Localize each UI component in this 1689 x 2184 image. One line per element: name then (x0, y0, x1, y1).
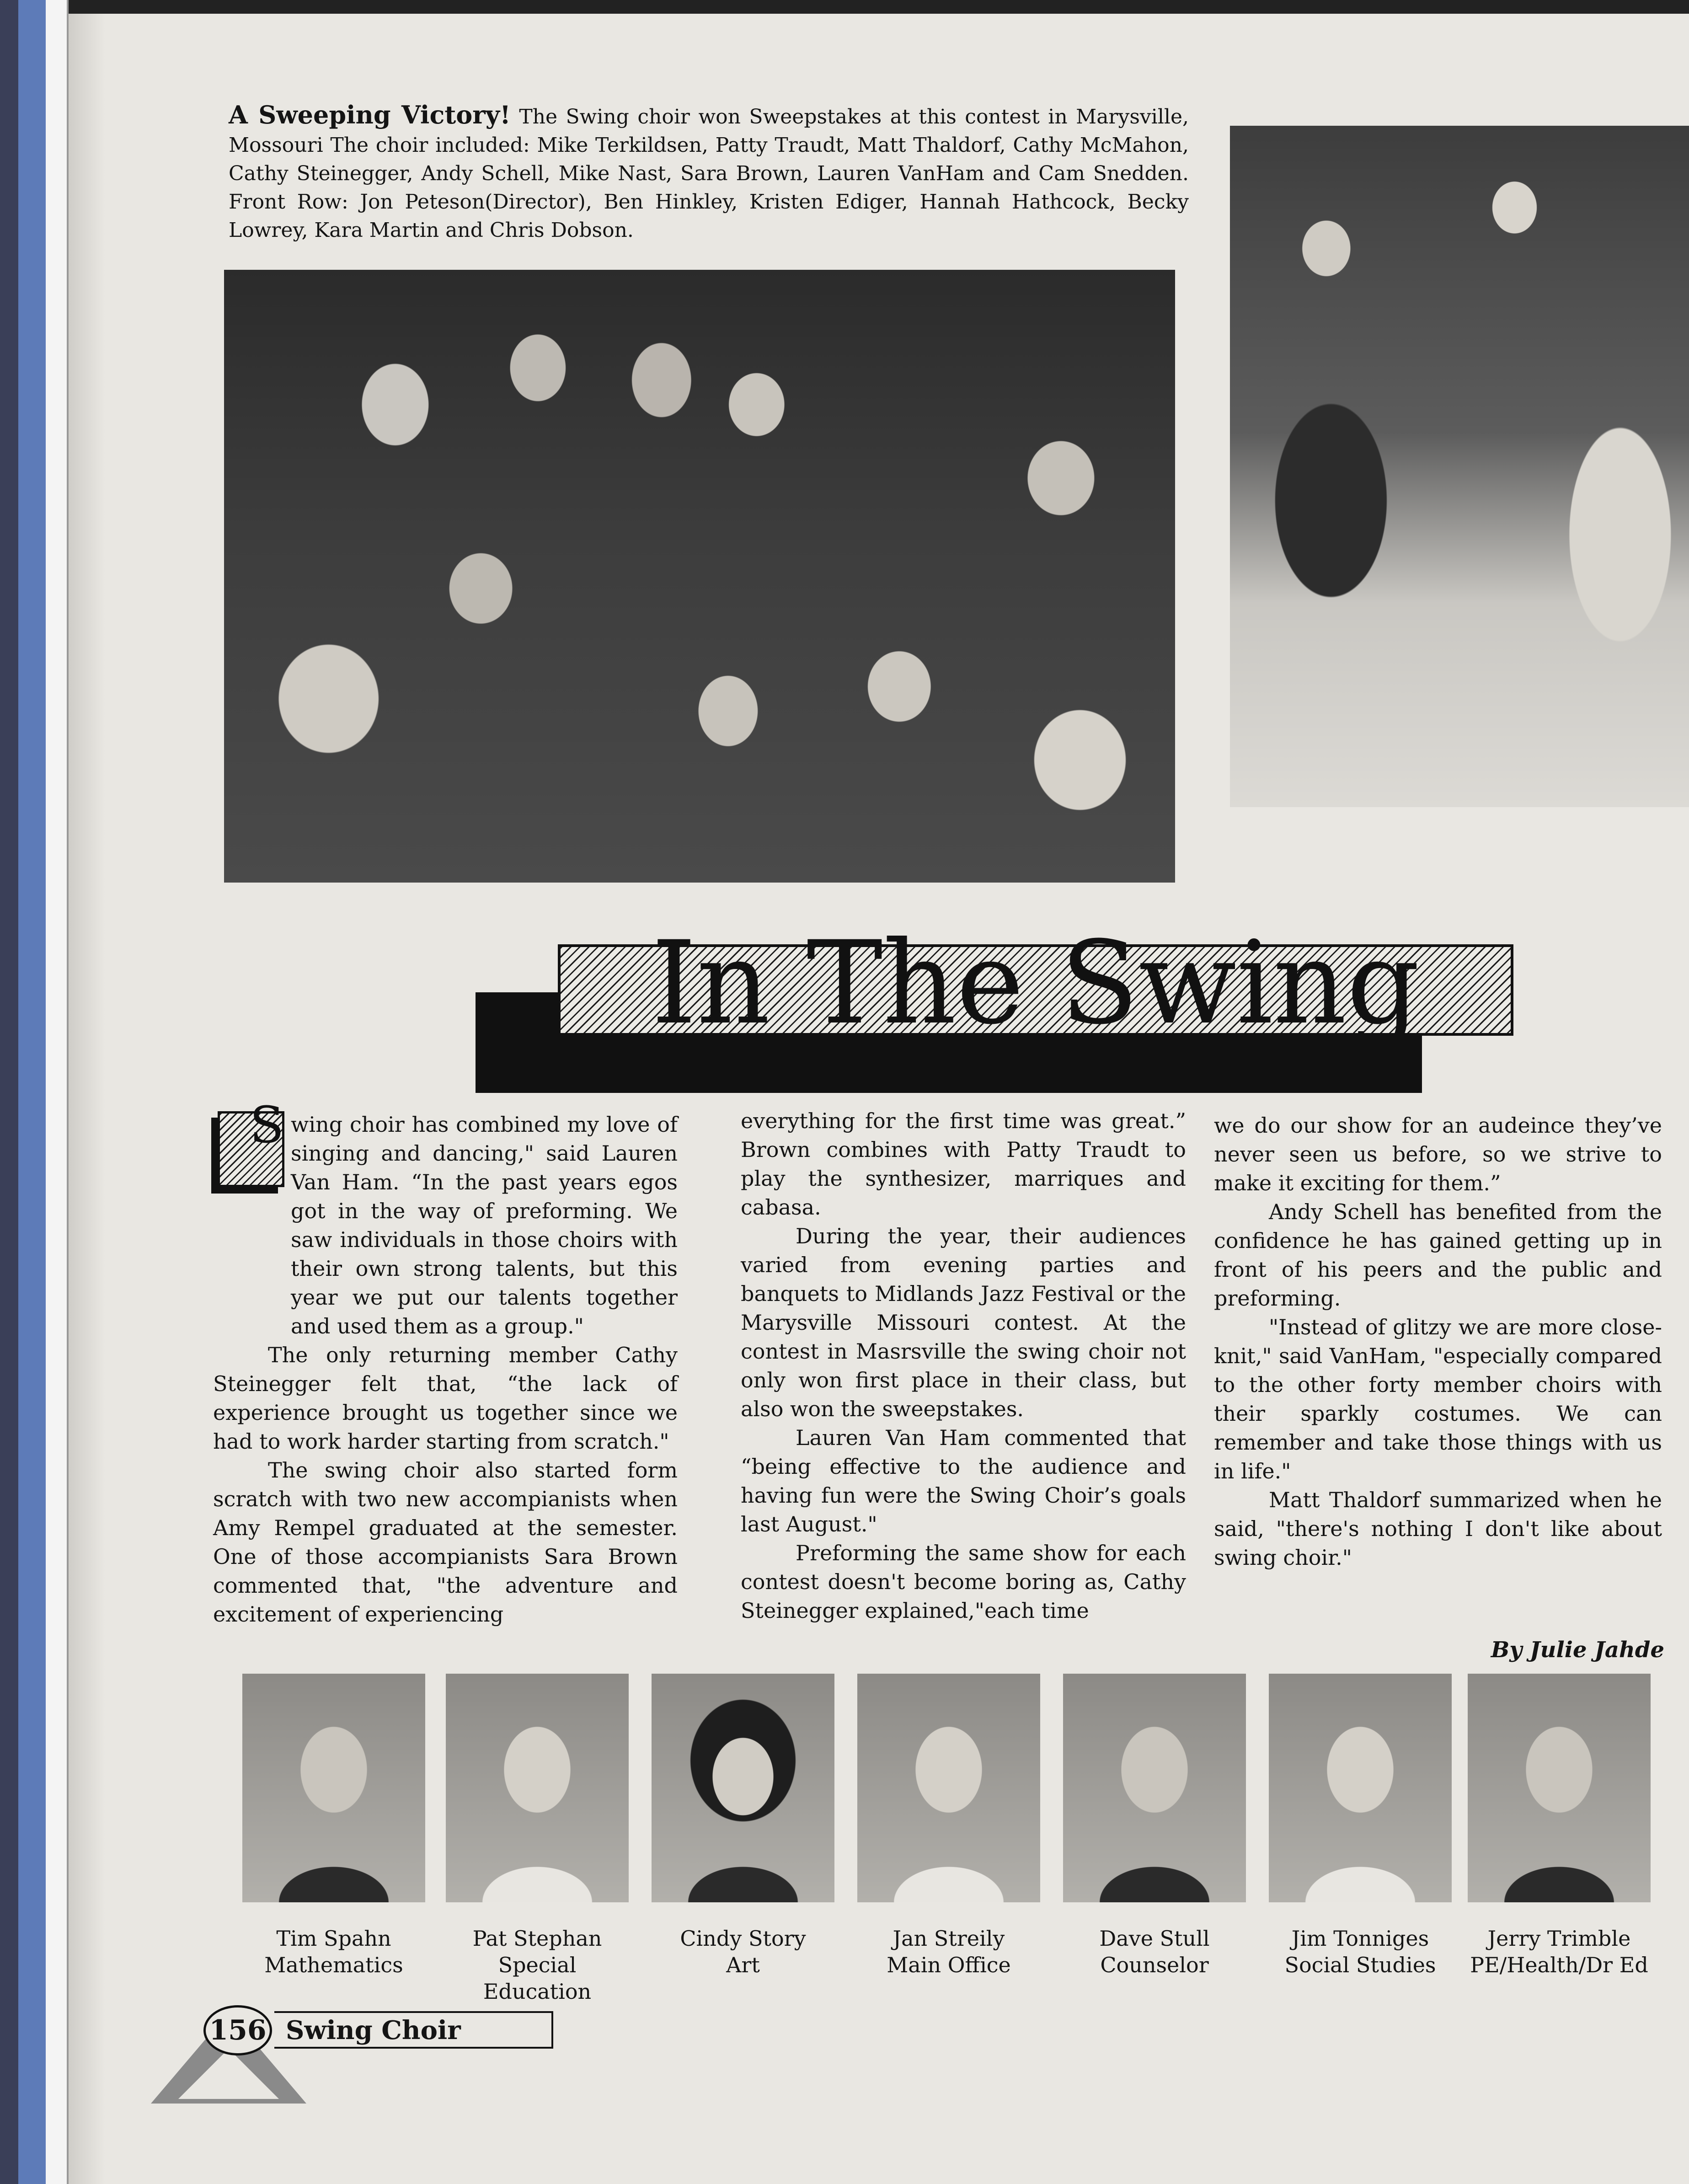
faculty-caption (441, 1925, 633, 2005)
faculty-portrait-photo (242, 1674, 425, 1902)
article-column-2 (741, 1107, 1186, 1625)
faculty-name: Jan Streily (893, 1926, 1005, 1951)
article-paragraph: everything for the first time was great.” Brown combines with Patty Traudt to play the synthesizer, marriques and cabasa. (741, 1108, 1186, 1220)
article-column-1 (213, 1110, 678, 1629)
article-paragraph: The only returning member Cathy Steinegger felt that, “the lack of experience brought us together since we had to work harder starting from scratch." (213, 1343, 678, 1454)
caption-text: The Swing choir won Sweepstakes at this contest in Marysville, Mossouri The choir included: Mike Terkildsen, Patty Traudt, Matt Thaldorf, Cathy McMahon, Cathy Steinegger, Andy Schell, Mike Nast, Sara Brown, Lauren VanHam and Cam Snedden. Front Row: Jon Peteson(Director), Ben Hinkley, Kristen Ediger, Hannah Hathcock, Becky Lowrey, Kara Martin and Chris Dobson. (229, 105, 1189, 242)
faculty-caption (1058, 1925, 1251, 1978)
faculty-department: Main Office (887, 1953, 1011, 1977)
dancing-students-photo (1230, 126, 1689, 807)
article-paragraph: we do our show for an audeince they’ve never seen us before, so we strive to make it exciting for them.” (1214, 1113, 1662, 1195)
byline: By Julie Jahde (1491, 1637, 1664, 1663)
faculty-portrait-photo (1269, 1674, 1452, 1902)
faculty-caption (1264, 1925, 1456, 1978)
article-column-3 (1214, 1111, 1662, 1572)
folio-triangle-inner (178, 2049, 279, 2099)
faculty-portrait-photo (652, 1674, 834, 1902)
faculty-caption (853, 1925, 1045, 1978)
faculty-department: Counselor (1100, 1953, 1209, 1977)
faculty-portrait-photo (1468, 1674, 1651, 1902)
page-top-edge (69, 0, 1689, 14)
headline: In The Swing (651, 916, 1420, 1049)
page-curl-shadow (69, 0, 105, 2184)
article-paragraph: wing choir has combined my love of singing and dancing," said Lauren Van Ham. “In the past years egos got in the way of preforming. We saw individuals in those choirs with their own strong talents, but this year we put our talents together and used them as a group." (291, 1112, 678, 1338)
binding-gutter (46, 0, 69, 2184)
article-paragraph: During the year, their audiences varied from evening parties and banquets to Midlands Jazz Festival or the Marysville Missouri contest. At the contest in Masrsville the swing choir not only won first place in their class, but also won the sweepstakes. (741, 1224, 1186, 1421)
dropcap-letter: S (250, 1096, 284, 1154)
swing-choir-group-photo (224, 270, 1175, 883)
photo-caption (229, 101, 1189, 245)
article-paragraph: Matt Thaldorf summarized when he said, "there's nothing I don't like about swing choir." (1214, 1488, 1662, 1570)
faculty-department: Social Studies (1284, 1953, 1436, 1977)
faculty-name: Tim Spahn (276, 1926, 391, 1951)
faculty-department: Mathematics (264, 1953, 403, 1977)
article-paragraph: Preforming the same show for each contest doesn't become boring as, Cathy Steinegger explained,"each time (741, 1541, 1186, 1623)
faculty-department: Special Education (483, 1953, 592, 2004)
caption-lead: A Sweeping Victory! (229, 100, 511, 129)
faculty-department: PE/Health/Dr Ed (1470, 1953, 1648, 1977)
article-paragraph: Andy Schell has benefited from the confidence he has gained getting up in front of his peers and the public and preforming. (1214, 1199, 1662, 1311)
faculty-department: Art (726, 1953, 760, 1977)
faculty-portrait-photo (446, 1674, 629, 1902)
page-number: 156 (203, 2005, 272, 2056)
faculty-caption (1463, 1925, 1655, 1978)
article-paragraph: Lauren Van Ham commented that “being effective to the audience and having fun were the Swing Choir’s goals last August." (741, 1425, 1186, 1536)
faculty-name: Dave Stull (1099, 1926, 1210, 1951)
faculty-portrait-photo (857, 1674, 1040, 1902)
binding-edge (0, 0, 18, 2184)
article-paragraph: The swing choir also started form scratch with two new accompianists when Amy Rempel graduated at the semester. One of those accompianists Sara Brown commented that, "the adventure and excitement of experiencing (213, 1458, 678, 1627)
faculty-portrait-photo (1063, 1674, 1246, 1902)
faculty-name: Pat Stephan (472, 1926, 602, 1951)
section-name: Swing Choir (286, 2015, 461, 2045)
faculty-caption (647, 1925, 839, 1978)
faculty-name: Jerry Trimble (1487, 1926, 1631, 1951)
faculty-caption (238, 1925, 430, 1978)
faculty-name: Jim Tonniges (1291, 1926, 1429, 1951)
faculty-name: Cindy Story (680, 1926, 806, 1951)
article-paragraph: "Instead of glitzy we are more close-knit," said VanHam, "especially compared to the other forty member choirs with their sparkly costumes. We can remember and take those things with us in life." (1214, 1315, 1662, 1483)
binding-spine (18, 0, 46, 2184)
